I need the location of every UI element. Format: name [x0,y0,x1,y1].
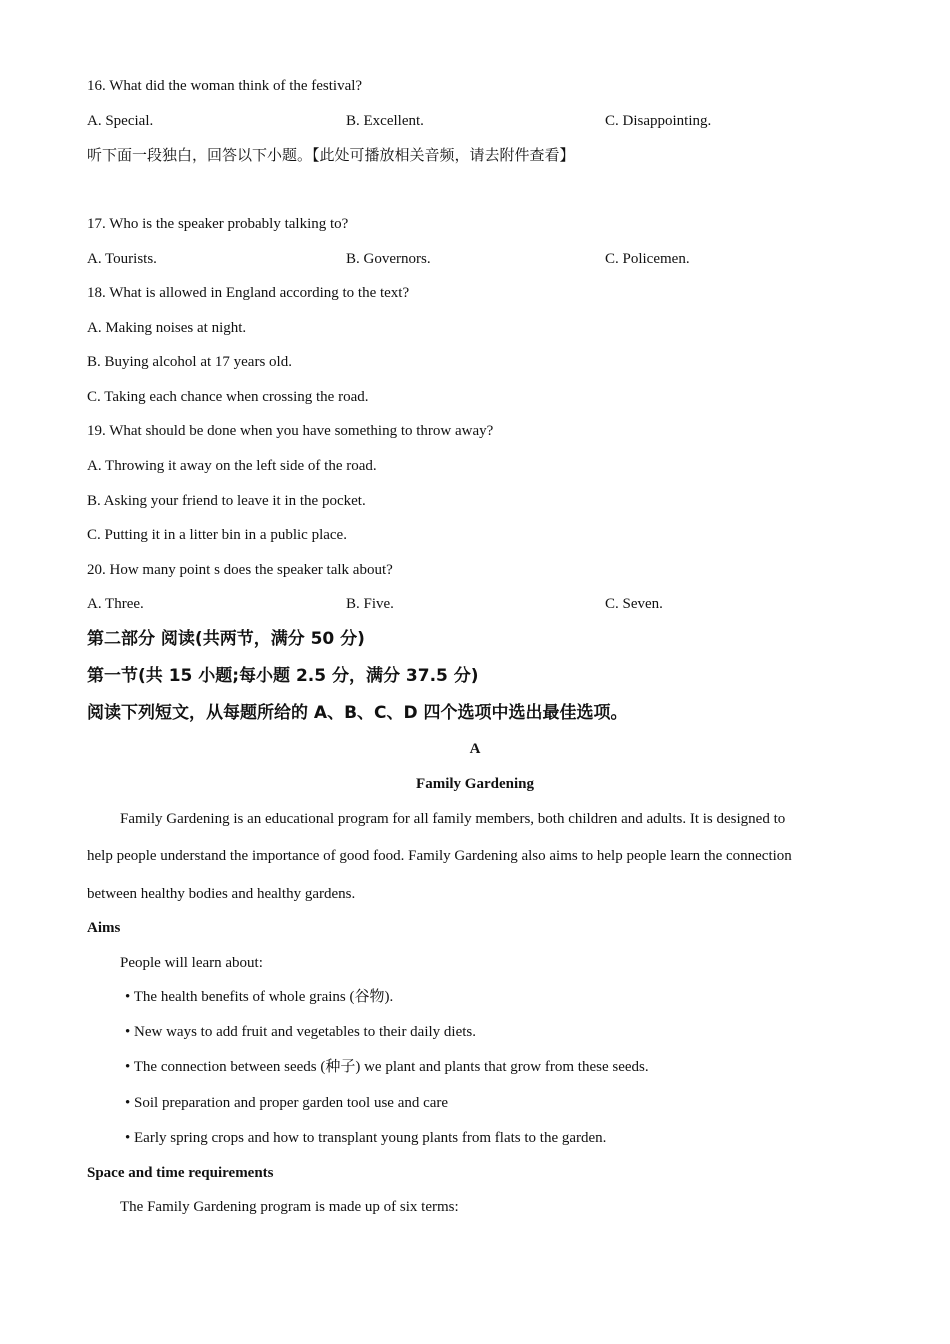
q16-option-a: A. Special. [87,113,154,129]
monologue-intro: 听下面一段独白，回答以下小题。【此处可播放相关音频，请去附件查看】 [87,146,575,164]
aims-item: • The health benefits of whole grains (谷物). [125,989,394,1005]
aims-item: • New ways to add fruit and vegetables to their daily diets. [125,1024,477,1040]
q16-option-b: B. Excellent. [346,113,424,129]
q20-option-c: C. Seven. [605,596,663,612]
q18-option-b: B. Buying alcohol at 17 years old. [87,354,292,370]
aims-item: • Soil preparation and proper garden tool use and care [125,1095,449,1111]
question-20: 20. How many point s does the speaker talk about? [87,562,393,578]
q20-option-a: A. Three. [87,596,144,612]
space-time-text: The Family Gardening program is made up of six terms: [120,1199,459,1215]
intro-line-2: help people understand the importance of good food. Family Gardening also aims to help people learn the connection [87,848,792,864]
aims-item: • The connection between seeds (种子) we plant and plants that grow from these seeds. [125,1059,649,1075]
question-16: 16. What did the woman think of the festival? [87,78,363,94]
question-17: 17. Who is the speaker probably talking to? [87,216,349,232]
aims-lead: People will learn about: [120,955,263,971]
q19-option-b: B. Asking your friend to leave it in the pocket. [87,493,366,509]
part2-heading: 第二部分 阅读(共两节，满分 50 分) [87,629,365,649]
q19-option-c: C. Putting it in a litter bin in a public place. [87,527,347,543]
question-18: 18. What is allowed in England according to the text? [87,285,410,301]
passage-title: Family Gardening [416,776,534,792]
q18-option-c: C. Taking each chance when crossing the road. [87,389,369,405]
bullet: • [125,1024,131,1040]
q16-option-c: C. Disappointing. [605,113,712,129]
q18-option-a: A. Making noises at night. [87,320,247,336]
bullet: • [125,989,131,1005]
intro-line-3: between healthy bodies and healthy gardens. [87,886,356,902]
bullet: • [125,1059,131,1075]
passage-letter: A [469,741,481,757]
intro-line-1: Family Gardening is an educational program for all family members, both children and adults. It is designed to [120,811,786,827]
reading-instructions: 阅读下列短文，从每题所给的 A、B、C、D 四个选项中选出最佳选项。 [87,703,628,723]
space-time-heading: Space and time requirements [87,1165,274,1181]
q20-option-b: B. Five. [346,596,394,612]
q19-option-a: A. Throwing it away on the left side of the road. [87,458,377,474]
aims-heading: Aims [87,920,121,936]
q17-option-b: B. Governors. [346,251,431,267]
bullet: • [125,1130,131,1146]
q17-option-a: A. Tourists. [87,251,157,267]
question-19: 19. What should be done when you have something to throw away? [87,423,494,439]
section1-heading: 第一节(共 15 小题;每小题 2.5 分，满分 37.5 分) [87,666,479,686]
q17-option-c: C. Policemen. [605,251,690,267]
aims-item: • Early spring crops and how to transplant young plants from flats to the garden. [125,1130,607,1146]
bullet: • [125,1095,131,1111]
